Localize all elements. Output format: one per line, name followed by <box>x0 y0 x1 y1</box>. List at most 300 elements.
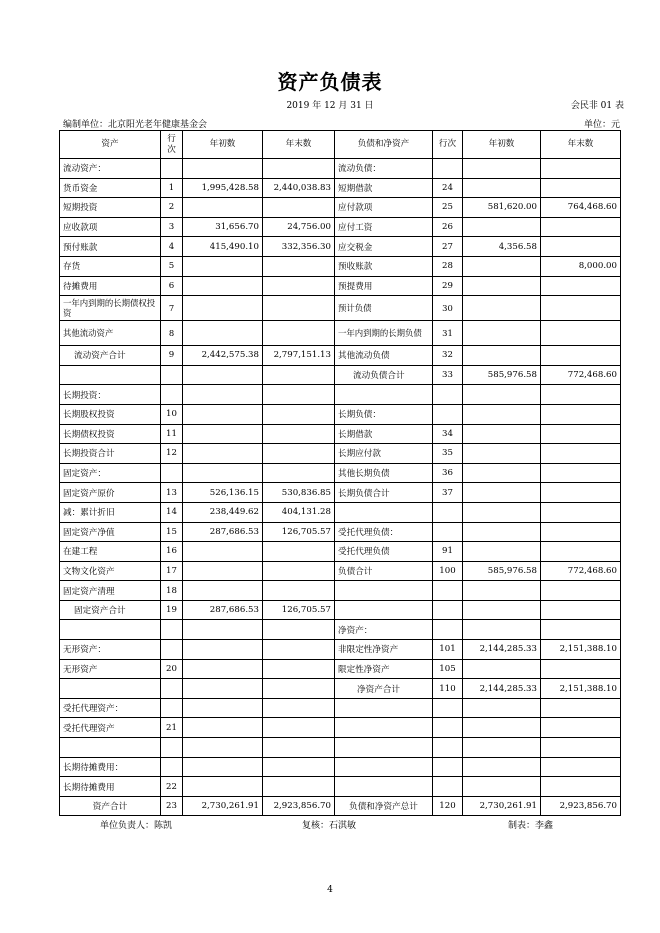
amount-cell <box>263 620 335 640</box>
line-number-cell: 13 <box>161 483 183 503</box>
line-number-cell <box>433 718 463 738</box>
preparer-signature: 制表：李鑫 <box>508 821 554 831</box>
amount-cell <box>541 346 621 366</box>
amount-cell <box>183 159 263 179</box>
line-number-cell: 110 <box>433 679 463 699</box>
amount-cell: 530,836.85 <box>263 483 335 503</box>
item-label-cell: 长期投资合计 <box>60 444 161 464</box>
item-label-cell: 货币资金 <box>60 178 161 198</box>
line-number-cell: 7 <box>161 296 183 321</box>
table-row <box>60 404 621 424</box>
line-number-cell <box>433 738 463 758</box>
amount-cell <box>183 718 263 738</box>
table-row <box>60 217 621 237</box>
item-label-cell: 非限定性净资产 <box>335 640 433 660</box>
amount-cell: 772,468.60 <box>541 561 621 581</box>
line-number-cell: 100 <box>433 561 463 581</box>
item-label-cell: 流动负债： <box>335 159 433 179</box>
table-row <box>60 256 621 276</box>
amount-cell: 2,923,856.70 <box>541 796 621 816</box>
amount-cell <box>263 757 335 777</box>
amount-cell <box>263 640 335 660</box>
table-row <box>60 276 621 296</box>
amount-cell: 238,449.62 <box>183 502 263 522</box>
line-number-cell: 101 <box>433 640 463 660</box>
item-label-cell: 短期借款 <box>335 178 433 198</box>
amount-cell: 287,686.53 <box>183 522 263 542</box>
item-label-cell: 其他长期负债 <box>335 463 433 483</box>
amount-cell <box>263 679 335 699</box>
amount-cell <box>463 159 541 179</box>
amount-cell: 31,656.70 <box>183 217 263 237</box>
amount-cell <box>263 444 335 464</box>
reviewer-signature: 复核：石淇敏 <box>302 821 357 831</box>
amount-cell: 2,442,575.38 <box>183 346 263 366</box>
item-label-cell: 固定资产净值 <box>60 522 161 542</box>
column-header: 年末数 <box>263 131 335 159</box>
table-row <box>60 321 621 346</box>
column-header: 年初数 <box>183 131 263 159</box>
amount-cell <box>541 659 621 679</box>
table-row <box>60 796 621 816</box>
amount-cell <box>263 365 335 385</box>
table-row <box>60 296 621 321</box>
amount-cell <box>463 659 541 679</box>
line-number-cell <box>433 581 463 601</box>
amount-cell <box>541 276 621 296</box>
item-label-cell: 受托代理资产 <box>60 718 161 738</box>
amount-cell <box>263 561 335 581</box>
table-row <box>60 178 621 198</box>
amount-cell <box>463 777 541 797</box>
item-label-cell: 长期投资： <box>60 385 161 405</box>
table-row <box>60 600 621 620</box>
amount-cell <box>541 581 621 601</box>
page-title: 资产负债表 <box>277 70 383 94</box>
item-label-cell <box>335 757 433 777</box>
item-label-cell: 流动负债合计 <box>335 365 433 385</box>
amount-cell: 772,468.60 <box>541 365 621 385</box>
item-label-cell <box>335 718 433 738</box>
column-header: 年末数 <box>541 131 621 159</box>
amount-cell <box>463 385 541 405</box>
amount-cell: 4,356.58 <box>463 237 541 257</box>
amount-cell: 526,136.15 <box>183 483 263 503</box>
table-row <box>60 581 621 601</box>
column-header: 资产 <box>60 131 161 159</box>
amount-cell <box>183 256 263 276</box>
amount-cell: 332,356.30 <box>263 237 335 257</box>
item-label-cell: 受托代理负债： <box>335 522 433 542</box>
item-label-cell <box>335 581 433 601</box>
amount-cell <box>463 424 541 444</box>
amount-cell <box>463 404 541 424</box>
amount-cell: 8,000.00 <box>541 256 621 276</box>
item-label-cell: 负债和净资产总计 <box>335 796 433 816</box>
item-label-cell: 长期股权投资 <box>60 404 161 424</box>
column-header: 年初数 <box>463 131 541 159</box>
line-number-cell <box>433 522 463 542</box>
item-label-cell <box>335 385 433 405</box>
item-label-cell <box>335 600 433 620</box>
item-label-cell: 应付款项 <box>335 198 433 218</box>
line-number-cell <box>433 600 463 620</box>
line-number-cell: 25 <box>433 198 463 218</box>
amount-cell <box>463 600 541 620</box>
line-number-cell: 30 <box>433 296 463 321</box>
amount-cell <box>183 561 263 581</box>
amount-cell <box>263 276 335 296</box>
line-number-cell: 20 <box>161 659 183 679</box>
amount-cell <box>263 542 335 562</box>
amount-cell <box>541 502 621 522</box>
amount-cell <box>463 444 541 464</box>
item-label-cell: 固定资产合计 <box>60 600 161 620</box>
amount-cell <box>463 483 541 503</box>
amount-cell: 2,151,388.10 <box>541 640 621 660</box>
item-label-cell: 流动资产： <box>60 159 161 179</box>
table-row <box>60 698 621 718</box>
amount-cell: 24,756.00 <box>263 217 335 237</box>
table-row <box>60 483 621 503</box>
amount-cell: 2,144,285.33 <box>463 640 541 660</box>
amount-cell <box>263 321 335 346</box>
line-number-cell: 37 <box>433 483 463 503</box>
item-label-cell: 资产合计 <box>60 796 161 816</box>
amount-cell <box>183 620 263 640</box>
line-number-cell: 32 <box>433 346 463 366</box>
line-number-cell <box>161 757 183 777</box>
amount-cell <box>541 483 621 503</box>
page-number: 4 <box>327 885 333 895</box>
item-label-cell: 流动资产合计 <box>60 346 161 366</box>
table-row <box>60 198 621 218</box>
amount-cell <box>183 444 263 464</box>
amount-cell: 287,686.53 <box>183 600 263 620</box>
line-number-cell: 19 <box>161 600 183 620</box>
table-row <box>60 561 621 581</box>
amount-cell <box>541 522 621 542</box>
amount-cell <box>263 463 335 483</box>
amount-cell <box>463 276 541 296</box>
item-label-cell: 短期投资 <box>60 198 161 218</box>
line-number-cell <box>161 620 183 640</box>
item-label-cell: 无形资产： <box>60 640 161 660</box>
line-number-cell <box>161 738 183 758</box>
line-number-cell: 105 <box>433 659 463 679</box>
item-label-cell: 固定资产清理 <box>60 581 161 601</box>
amount-cell <box>183 757 263 777</box>
amount-cell <box>463 217 541 237</box>
table-row <box>60 159 621 179</box>
item-label-cell: 待摊费用 <box>60 276 161 296</box>
line-number-cell <box>161 365 183 385</box>
amount-cell: 415,490.10 <box>183 237 263 257</box>
item-label-cell: 一年内到期的长期债权投资 <box>60 296 161 321</box>
line-number-cell <box>433 698 463 718</box>
line-number-cell: 6 <box>161 276 183 296</box>
amount-cell <box>463 296 541 321</box>
amount-cell <box>463 757 541 777</box>
table-row <box>60 777 621 797</box>
amount-cell: 126,705.57 <box>263 522 335 542</box>
line-number-cell: 91 <box>433 542 463 562</box>
amount-cell <box>541 620 621 640</box>
amount-cell <box>463 346 541 366</box>
item-label-cell <box>60 620 161 640</box>
line-number-cell: 14 <box>161 502 183 522</box>
amount-cell <box>263 424 335 444</box>
column-header: 行次 <box>161 131 183 159</box>
line-number-cell: 3 <box>161 217 183 237</box>
amount-cell: 2,144,285.33 <box>463 679 541 699</box>
amount-cell: 2,797,151.13 <box>263 346 335 366</box>
table-row <box>60 640 621 660</box>
amount-cell: 2,151,388.10 <box>541 679 621 699</box>
amount-cell <box>263 718 335 738</box>
line-number-cell: 120 <box>433 796 463 816</box>
amount-cell <box>541 178 621 198</box>
item-label-cell <box>335 738 433 758</box>
currency-unit: 单位：元 <box>583 120 620 130</box>
line-number-cell: 17 <box>161 561 183 581</box>
line-number-cell <box>433 404 463 424</box>
line-number-cell <box>433 502 463 522</box>
line-number-cell: 15 <box>161 522 183 542</box>
line-number-cell: 8 <box>161 321 183 346</box>
item-label-cell: 预付账款 <box>60 237 161 257</box>
item-label-cell <box>335 502 433 522</box>
amount-cell <box>463 178 541 198</box>
line-number-cell <box>433 757 463 777</box>
item-label-cell: 长期应付款 <box>335 444 433 464</box>
item-label-cell: 应收款项 <box>60 217 161 237</box>
line-number-cell: 24 <box>433 178 463 198</box>
item-label-cell: 长期负债： <box>335 404 433 424</box>
line-number-cell <box>161 385 183 405</box>
amount-cell: 2,923,856.70 <box>263 796 335 816</box>
item-label-cell <box>60 679 161 699</box>
principal-signature: 单位负责人：陈凯 <box>100 821 173 831</box>
line-number-cell <box>433 777 463 797</box>
item-label-cell: 长期待摊费用 <box>60 777 161 797</box>
line-number-cell <box>161 640 183 660</box>
amount-cell <box>541 237 621 257</box>
line-number-cell: 21 <box>161 718 183 738</box>
line-number-cell <box>161 463 183 483</box>
amount-cell <box>263 738 335 758</box>
table-body <box>60 159 621 816</box>
amount-cell: 2,730,261.91 <box>463 796 541 816</box>
amount-cell <box>183 463 263 483</box>
line-number-cell: 28 <box>433 256 463 276</box>
table-row <box>60 522 621 542</box>
table-row <box>60 718 621 738</box>
table-row <box>60 463 621 483</box>
line-number-cell: 1 <box>161 178 183 198</box>
amount-cell <box>183 659 263 679</box>
item-label-cell: 文物文化资产 <box>60 561 161 581</box>
amount-cell <box>263 698 335 718</box>
line-number-cell <box>161 698 183 718</box>
amount-cell <box>541 718 621 738</box>
line-number-cell: 22 <box>161 777 183 797</box>
line-number-cell: 18 <box>161 581 183 601</box>
preparing-organization: 编制单位：北京阳光老年健康基金会 <box>63 120 208 130</box>
item-label-cell: 其他流动负债 <box>335 346 433 366</box>
table-row <box>60 385 621 405</box>
item-label-cell: 净资产合计 <box>335 679 433 699</box>
item-label-cell: 应交税金 <box>335 237 433 257</box>
table-row <box>60 237 621 257</box>
amount-cell: 2,440,038.83 <box>263 178 335 198</box>
item-label-cell: 受托代理负债 <box>335 542 433 562</box>
amount-cell <box>263 404 335 424</box>
amount-cell <box>463 502 541 522</box>
item-label-cell: 固定资产原价 <box>60 483 161 503</box>
line-number-cell: 26 <box>433 217 463 237</box>
amount-cell <box>541 385 621 405</box>
line-number-cell <box>433 620 463 640</box>
line-number-cell: 33 <box>433 365 463 385</box>
item-label-cell: 无形资产 <box>60 659 161 679</box>
amount-cell <box>541 542 621 562</box>
item-label-cell: 净资产： <box>335 620 433 640</box>
line-number-cell: 9 <box>161 346 183 366</box>
line-number-cell: 36 <box>433 463 463 483</box>
amount-cell <box>183 581 263 601</box>
item-label-cell: 固定资产： <box>60 463 161 483</box>
amount-cell <box>263 159 335 179</box>
amount-cell: 585,976.58 <box>463 561 541 581</box>
amount-cell <box>541 404 621 424</box>
table-row <box>60 346 621 366</box>
line-number-cell: 31 <box>433 321 463 346</box>
amount-cell <box>541 757 621 777</box>
amount-cell: 1,995,428.58 <box>183 178 263 198</box>
item-label-cell: 预收账款 <box>335 256 433 276</box>
amount-cell <box>463 542 541 562</box>
column-header: 负债和净资产 <box>335 131 433 159</box>
amount-cell <box>263 581 335 601</box>
line-number-cell: 23 <box>161 796 183 816</box>
amount-cell <box>183 198 263 218</box>
form-number: 会民非 01 表 <box>570 101 624 111</box>
line-number-cell: 4 <box>161 237 183 257</box>
amount-cell <box>183 738 263 758</box>
item-label-cell: 减：累计折旧 <box>60 502 161 522</box>
amount-cell <box>463 718 541 738</box>
item-label-cell: 其他流动资产 <box>60 321 161 346</box>
line-number-cell: 16 <box>161 542 183 562</box>
amount-cell <box>541 159 621 179</box>
amount-cell: 585,976.58 <box>463 365 541 385</box>
line-number-cell <box>433 159 463 179</box>
amount-cell <box>263 777 335 797</box>
table-row <box>60 659 621 679</box>
line-number-cell: 11 <box>161 424 183 444</box>
amount-cell: 126,705.57 <box>263 600 335 620</box>
item-label-cell: 预提费用 <box>335 276 433 296</box>
item-label-cell: 长期待摊费用： <box>60 757 161 777</box>
report-date: 2019 年 12 月 31 日 <box>286 101 374 111</box>
amount-cell <box>463 256 541 276</box>
item-label-cell <box>335 777 433 797</box>
item-label-cell <box>60 365 161 385</box>
amount-cell: 2,730,261.91 <box>183 796 263 816</box>
amount-cell <box>463 620 541 640</box>
amount-cell <box>541 296 621 321</box>
line-number-cell: 10 <box>161 404 183 424</box>
amount-cell <box>463 738 541 758</box>
item-label-cell: 限定性净资产 <box>335 659 433 679</box>
line-number-cell: 29 <box>433 276 463 296</box>
amount-cell <box>541 777 621 797</box>
item-label-cell: 长期借款 <box>335 424 433 444</box>
amount-cell <box>183 777 263 797</box>
amount-cell <box>183 424 263 444</box>
amount-cell <box>183 276 263 296</box>
item-label-cell: 长期负债合计 <box>335 483 433 503</box>
line-number-cell: 2 <box>161 198 183 218</box>
amount-cell <box>541 698 621 718</box>
line-number-cell: 34 <box>433 424 463 444</box>
amount-cell <box>463 321 541 346</box>
line-number-cell <box>161 159 183 179</box>
item-label-cell: 在建工程 <box>60 542 161 562</box>
amount-cell <box>541 217 621 237</box>
item-label-cell <box>335 698 433 718</box>
item-label-cell: 应付工资 <box>335 217 433 237</box>
amount-cell <box>183 365 263 385</box>
amount-cell <box>541 463 621 483</box>
table-row <box>60 542 621 562</box>
amount-cell <box>263 198 335 218</box>
amount-cell <box>183 296 263 321</box>
table-row <box>60 365 621 385</box>
amount-cell <box>183 321 263 346</box>
table-row <box>60 757 621 777</box>
amount-cell <box>541 738 621 758</box>
table-header-row <box>60 131 621 159</box>
amount-cell <box>183 640 263 660</box>
amount-cell <box>183 385 263 405</box>
amount-cell <box>541 600 621 620</box>
table-row <box>60 620 621 640</box>
line-number-cell: 12 <box>161 444 183 464</box>
line-number-cell: 5 <box>161 256 183 276</box>
table-row <box>60 502 621 522</box>
column-header: 行次 <box>433 131 463 159</box>
item-label-cell <box>60 738 161 758</box>
table-row <box>60 444 621 464</box>
amount-cell <box>183 698 263 718</box>
balance-sheet-table <box>59 130 621 816</box>
amount-cell <box>541 444 621 464</box>
amount-cell <box>463 698 541 718</box>
line-number-cell: 27 <box>433 237 463 257</box>
table-row <box>60 424 621 444</box>
amount-cell <box>263 256 335 276</box>
item-label-cell: 负债合计 <box>335 561 433 581</box>
line-number-cell <box>433 385 463 405</box>
amount-cell <box>263 296 335 321</box>
amount-cell <box>263 385 335 405</box>
item-label-cell: 存货 <box>60 256 161 276</box>
amount-cell <box>541 321 621 346</box>
amount-cell <box>463 522 541 542</box>
amount-cell: 581,620.00 <box>463 198 541 218</box>
